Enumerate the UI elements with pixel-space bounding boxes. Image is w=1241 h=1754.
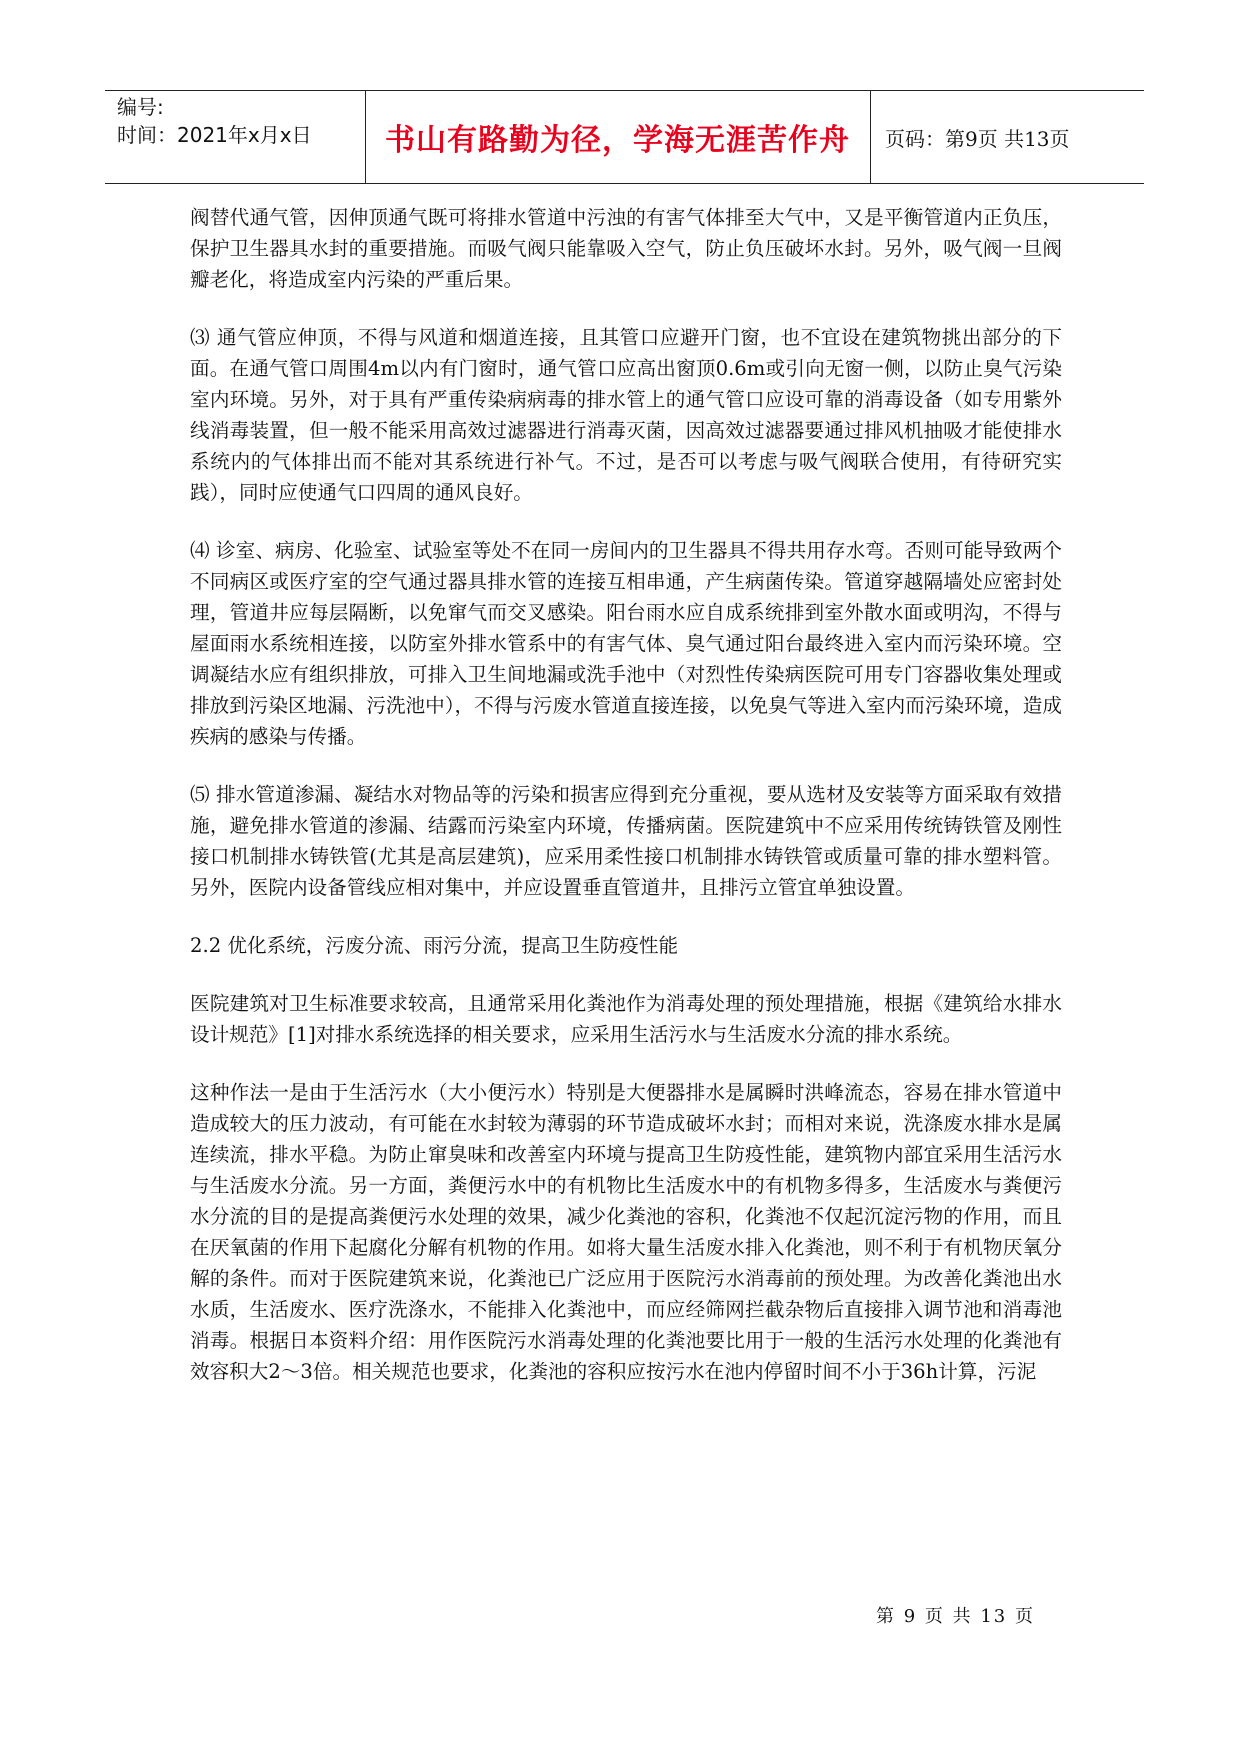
body-paragraph: ⑷ 诊室、病房、化验室、试验室等处不在同一房间内的卫生器具不得共用存水弯。否则可能导致两个不同病区或医疗室的空气通过器具排水管的连接互相串通，产生病菌传染。管道穿越隔墙处应密封处理，管道井应每层隔断，以免窜气而交叉感染。阳台雨水应自成系统排到室外散水面或明沟，不得与屋面雨水系统相连接，以防室外排水管系中的有害气体、臭气通过阳台最终进入室内而污染环境。空调凝结水应有组织排放，可排入卫生间地漏或洗手池中（对烈性传染病医院可用专门容器收集处理或排放到污染区地漏、污洗池中），不得与污废水管道直接连接，以免臭气等进入室内而污染环境，造成疾病的感染与传播。 — [190, 539, 1062, 748]
document-number-label: 编号: — [117, 95, 164, 119]
page-footer: 第 9 页 共 13 页 — [876, 1606, 1035, 1627]
header-divider — [365, 91, 366, 183]
header-page-info: 页码：第9页 共13页 — [885, 126, 1070, 151]
document-body — [190, 202, 1062, 1414]
section-heading: 2.2 优化系统，污废分流、雨污分流，提高卫生防疫性能 — [190, 934, 679, 957]
header-motto: 书山有路勤为径，学海无涯苦作舟 — [385, 123, 850, 158]
header-divider — [870, 91, 871, 183]
header-meta — [117, 91, 365, 183]
body-paragraph: 阀替代通气管，因伸顶通气既可将排水管道中污浊的有害气体排至大气中，又是平衡管道内正负压，保护卫生器具水封的重要措施。而吸气阀只能靠吸入空气，防止负压破坏水封。另外，吸气阀一旦阀瓣老化，将造成室内污染的严重后果。 — [190, 206, 1062, 291]
document-header — [105, 90, 1144, 184]
document-time-label: 时间：2021年x月x日 — [117, 123, 312, 147]
body-paragraph: 医院建筑对卫生标准要求较高，且通常采用化粪池作为消毒处理的预处理措施，根据《建筑给水排水设计规范》[1]对排水系统选择的相关要求，应采用生活污水与生活废水分流的排水系统。 — [190, 992, 1062, 1046]
body-paragraph: ⑸ 排水管道渗漏、凝结水对物品等的污染和损害应得到充分重视，要从选材及安装等方面采取有效措施，避免排水管道的渗漏、结露而污染室内环境，传播病菌。医院建筑中不应采用传统铸铁管及刚性接口机制排水铸铁管(尤其是高层建筑)，应采用柔性接口机制排水铸铁管或质量可靠的排水塑料管。另外，医院内设备管线应相对集中，并应设置垂直管道井，且排污立管宜单独设置。 — [190, 783, 1062, 899]
body-paragraph: ⑶ 通气管应伸顶，不得与风道和烟道连接，且其管口应避开门窗，也不宜设在建筑物挑出部分的下面。在通气管口周围4m以内有门窗时，通气管口应高出窗顶0.6m或引向无窗一侧，以防止臭气污染室内环境。另外，对于具有严重传染病病毒的排水管上的通气管口应设可靠的消毒设备（如专用紫外线消毒装置，但一般不能采用高效过滤器进行消毒灭菌，因高效过滤器要通过排风机抽吸才能使排水系统内的气体排出而不能对其系统进行补气。不过，是否可以考虑与吸气阀联合使用，有待研究实践），同时应使通气口四周的通风良好。 — [190, 326, 1062, 504]
body-paragraph: 这种作法一是由于生活污水（大小便污水）特别是大便器排水是属瞬时洪峰流态，容易在排水管道中造成较大的压力波动，有可能在水封较为薄弱的环节造成破坏水封；而相对来说，洗涤废水排水是属连续流，排水平稳。为防止窜臭味和改善室内环境与提高卫生防疫性能，建筑物内部宜采用生活污水与生活废水分流。另一方面，粪便污水中的有机物比生活废水中的有机物多得多，生活废水与粪便污水分流的目的是提高粪便污水处理的效果，减少化粪池的容积，化粪池不仅起沉淀污物的作用，而且在厌氧菌的作用下起腐化分解有机物的作用。如将大量生活废水排入化粪池，则不利于有机物厌氧分解的条件。而对于医院建筑来说，化粪池已广泛应用于医院污水消毒前的预处理。为改善化粪池出水水质，生活废水、医疗洗涤水，不能排入化粪池中，而应经筛网拦截杂物后直接排入调节池和消毒池消毒。根据日本资料介绍：用作医院污水消毒处理的化粪池要比用于一般的生活污水处理的化粪池有效容积大2～3倍。相关规范也要求，化粪池的容积应按污水在池内停留时间不小于36h计算，污泥 — [190, 1081, 1062, 1383]
